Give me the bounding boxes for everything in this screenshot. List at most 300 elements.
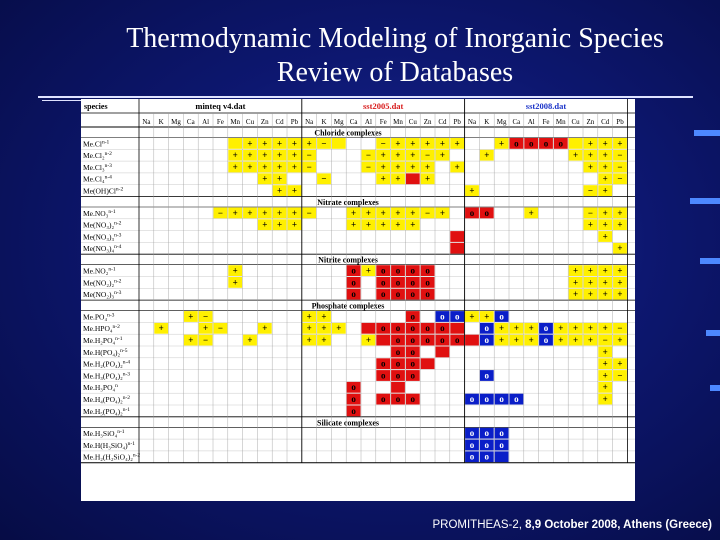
cell-mark: o [440, 323, 445, 334]
cell-mark: o [454, 335, 460, 345]
cell-mark: + [306, 311, 312, 322]
cell-mark: + [277, 173, 283, 184]
species-label: Me.H₂(PO₄)₂$^{n-4}$ [83, 359, 131, 369]
element-header: Al [527, 118, 535, 126]
cell-mark: + [277, 207, 283, 218]
cell-mark: o [440, 335, 445, 345]
cell-mark: + [454, 161, 460, 172]
cell-mark: − [306, 207, 312, 218]
cell-mark: + [365, 335, 371, 345]
cell-mark: + [602, 358, 608, 369]
cell-mark: + [617, 219, 623, 230]
title-underline [38, 96, 693, 98]
cell-mark: o [425, 323, 430, 334]
cell-mark: − [203, 335, 209, 345]
cell-mark: o [395, 394, 401, 404]
cell-mark: o [410, 394, 416, 404]
cell-mark: + [587, 138, 593, 149]
cell-mark: + [277, 219, 283, 230]
cell-mark: + [262, 219, 268, 230]
cell-mark: o [380, 394, 386, 404]
cell-mark: o [395, 289, 401, 300]
cell-mark: + [306, 323, 312, 334]
cell-mark: + [232, 161, 238, 172]
cell-mark: + [602, 207, 608, 218]
cell-mark: o [351, 265, 356, 276]
cell-mark: − [587, 185, 593, 196]
table-cell [376, 335, 390, 346]
cell-mark: o [469, 428, 475, 439]
cell-mark: + [262, 161, 268, 172]
cell-mark: + [291, 150, 297, 161]
cell-mark: + [499, 138, 505, 149]
cell-mark: + [158, 323, 164, 334]
cell-mark: + [602, 277, 608, 288]
cell-mark: o [410, 370, 416, 381]
cell-mark: + [617, 277, 623, 288]
cell-mark: o [469, 394, 475, 404]
cell-mark: + [262, 207, 268, 218]
cell-mark: + [602, 289, 608, 300]
cell-mark: o [351, 405, 356, 416]
cell-mark: + [410, 207, 416, 218]
element-header: Fe [542, 118, 550, 126]
table-cell [421, 358, 435, 369]
cell-mark: o [499, 428, 504, 439]
cell-mark: + [321, 323, 327, 334]
cell-mark: o [351, 277, 356, 288]
cell-mark: + [587, 277, 593, 288]
edge-decoration [700, 258, 720, 264]
element-header: Mn [230, 118, 241, 126]
cell-mark: + [439, 138, 445, 149]
element-header: K [321, 118, 327, 126]
species-label: Me.H₄(PO₄)₂$^{n-2}$ [83, 395, 131, 404]
species-label: Me.H₅(PO₄)₂$^{n-1}$ [83, 406, 131, 416]
element-header: K [158, 118, 164, 126]
element-header: Na [305, 118, 314, 126]
cell-mark: o [380, 289, 386, 300]
element-header: Cd [275, 118, 284, 126]
cell-mark: o [514, 394, 519, 404]
section-title: Nitrate complexes [317, 198, 379, 207]
cell-mark: + [602, 150, 608, 161]
species-label: Me.PO₄$^{n-3}$ [83, 312, 115, 322]
cell-mark: + [602, 185, 608, 196]
cell-mark: o [425, 265, 430, 276]
cell-mark: o [410, 323, 416, 334]
cell-mark: + [410, 219, 416, 230]
cell-mark: + [513, 335, 519, 345]
cell-mark: + [602, 346, 608, 357]
element-header: Cd [601, 118, 610, 126]
cell-mark: o [484, 370, 490, 381]
cell-mark: o [484, 439, 490, 450]
cell-mark: − [321, 138, 327, 149]
cell-mark: o [514, 138, 519, 149]
species-label: Me.Cl₂$^{n-2}$ [83, 151, 112, 161]
cell-mark: o [410, 277, 416, 288]
cell-mark: o [469, 207, 475, 218]
cell-mark: + [188, 335, 194, 345]
cell-mark: o [380, 277, 386, 288]
cell-mark: o [410, 265, 416, 276]
section-title: Silicate complexes [317, 418, 379, 428]
cell-mark: + [425, 173, 431, 184]
cell-mark: + [351, 219, 357, 230]
cell-mark: − [617, 161, 623, 172]
cell-mark: o [484, 394, 490, 404]
cell-mark: + [587, 161, 593, 172]
cell-mark: + [247, 150, 253, 161]
cell-mark: − [617, 323, 623, 334]
species-label: Me(NO₂)₂$^{n-2}$ [83, 278, 122, 288]
cell-mark: + [602, 394, 608, 404]
cell-mark: o [558, 138, 564, 149]
cell-mark: + [365, 265, 371, 276]
edge-decoration [694, 130, 720, 136]
cell-mark: − [425, 150, 431, 161]
cell-mark: + [395, 219, 401, 230]
cell-mark: o [351, 394, 356, 404]
species-label: Me(NO₃)₃$^{n-3}$ [83, 232, 122, 242]
cell-mark: o [425, 289, 430, 300]
cell-mark: o [395, 370, 401, 381]
element-header: Fe [216, 118, 224, 126]
cell-mark: o [528, 138, 534, 149]
element-header: Ca [512, 118, 521, 126]
slide-title [60, 22, 720, 90]
cell-mark: o [543, 138, 549, 149]
cell-mark: + [617, 335, 623, 345]
species-label: Me.Cl$^{n-1}$ [83, 139, 110, 149]
cell-mark: − [380, 138, 386, 149]
cell-mark: + [365, 207, 371, 218]
element-header: Mg [333, 118, 344, 126]
cell-mark: + [617, 243, 623, 254]
cell-mark: + [617, 358, 623, 369]
cell-mark: o [484, 323, 490, 334]
cell-mark: o [543, 335, 549, 345]
cell-mark: + [321, 335, 327, 345]
cell-mark: − [617, 173, 623, 184]
database-name: sst2008.dat [525, 101, 567, 111]
species-header: species [84, 102, 108, 111]
cell-mark: + [395, 173, 401, 184]
species-label: Me.H₃PO₄$^n$ [83, 383, 118, 393]
cell-mark: o [380, 370, 386, 381]
cell-mark: + [617, 207, 623, 218]
cell-mark: + [321, 311, 327, 322]
cell-mark: + [380, 207, 386, 218]
table-cell [450, 243, 464, 254]
cell-mark: + [277, 161, 283, 172]
cell-mark: + [232, 207, 238, 218]
cell-mark: + [277, 185, 283, 196]
table-cell [436, 347, 450, 358]
element-header: Zn [423, 118, 432, 126]
cell-mark: o [395, 265, 401, 276]
cell-mark: + [380, 161, 386, 172]
table-cell [362, 323, 376, 334]
cell-mark: + [499, 335, 505, 345]
cell-mark: o [410, 289, 416, 300]
footer-org: PROMITHEAS-2, [432, 519, 522, 531]
cell-mark: + [262, 138, 268, 149]
cell-mark: o [454, 311, 460, 322]
database-name: minteq v4.dat [195, 101, 246, 111]
cell-mark: + [587, 265, 593, 276]
cell-mark: + [602, 161, 608, 172]
cell-mark: + [306, 335, 312, 345]
table-cell [228, 138, 242, 149]
cell-mark: + [617, 265, 623, 276]
cell-mark: + [602, 382, 608, 393]
section-title: Nitrite complexes [318, 255, 378, 265]
cell-mark: o [543, 323, 549, 334]
cell-mark: + [573, 335, 579, 345]
species-label: Me(NO₂)₃$^{n-3}$ [83, 290, 122, 300]
cell-mark: + [188, 311, 194, 322]
database-comparison-table [81, 99, 635, 501]
element-header: Mn [555, 118, 566, 126]
element-header: K [484, 118, 490, 126]
species-label: Me.H₂(H₂SiO₄)₂$^{n-2}$ [83, 452, 141, 462]
cell-mark: o [395, 346, 401, 357]
footer-event: 8,9 October 2008, Athens (Greece) [521, 519, 712, 531]
cell-mark: + [291, 207, 297, 218]
cell-mark: − [321, 173, 327, 184]
cell-mark: + [336, 323, 342, 334]
cell-mark: + [602, 323, 608, 334]
edge-decoration [710, 385, 720, 391]
element-header: Cu [571, 118, 580, 126]
element-header: Mg [496, 118, 507, 126]
cell-mark: o [380, 358, 386, 369]
cell-mark: + [277, 138, 283, 149]
cell-mark: + [262, 323, 268, 334]
cell-mark: − [617, 150, 623, 161]
cell-mark: + [573, 289, 579, 300]
cell-mark: + [602, 265, 608, 276]
cell-mark: + [573, 265, 579, 276]
cell-mark: o [351, 289, 356, 300]
cell-mark: + [395, 138, 401, 149]
footer [432, 519, 712, 531]
cell-mark: + [587, 323, 593, 334]
species-label: Me.Cl₃$^{n-3}$ [83, 162, 112, 172]
species-label: Me(NO₃)₂$^{n-2}$ [83, 220, 122, 230]
cell-mark: + [262, 150, 268, 161]
cell-mark: + [410, 150, 416, 161]
cell-mark: + [232, 150, 238, 161]
cell-mark: + [247, 335, 253, 345]
cell-mark: + [602, 219, 608, 230]
cell-mark: − [217, 207, 223, 218]
cell-mark: + [513, 323, 519, 334]
section-title: Chloride complexes [314, 128, 382, 138]
species-label: Me.H₃(PO₄)₂$^{n-3}$ [83, 371, 131, 381]
edge-decoration [690, 198, 720, 204]
species-label: Me.H(PO₄)₂$^{n-5}$ [83, 347, 128, 357]
table-cell [332, 138, 346, 149]
cell-mark: + [617, 138, 623, 149]
cell-mark: + [617, 289, 623, 300]
cell-mark: o [410, 346, 416, 357]
cell-mark: + [469, 311, 475, 322]
cell-mark: o [410, 311, 416, 322]
cell-mark: + [528, 323, 534, 334]
cell-mark: o [380, 323, 386, 334]
cell-mark: + [602, 138, 608, 149]
cell-mark: + [380, 219, 386, 230]
cell-mark: + [602, 231, 608, 242]
cell-mark: − [203, 311, 209, 322]
cell-mark: o [499, 394, 504, 404]
species-label: Me.H₂PO₄$^{n-1}$ [83, 336, 123, 345]
table-graphic [81, 99, 635, 501]
cell-mark: + [410, 161, 416, 172]
species-label: Me(OH)Cl$^{n-2}$ [83, 186, 124, 196]
element-header: Ca [349, 118, 358, 126]
cell-mark: o [395, 277, 401, 288]
section-title: Phosphate complexes [311, 301, 385, 311]
cell-mark: + [291, 185, 297, 196]
cell-mark: o [395, 323, 401, 334]
element-header: Mg [171, 118, 181, 126]
cell-mark: o [351, 382, 356, 393]
cell-mark: + [439, 207, 445, 218]
element-header: Pb [290, 118, 299, 126]
cell-mark: − [365, 161, 371, 172]
cell-mark: + [528, 207, 534, 218]
species-label: Me.NO₃$^{n-1}$ [83, 208, 116, 218]
cell-mark: + [558, 323, 564, 334]
cell-mark: + [395, 161, 401, 172]
cell-mark: + [247, 161, 253, 172]
cell-mark: + [587, 219, 593, 230]
species-label: Me.H₃SiO₄$^{n-1}$ [83, 429, 125, 439]
cell-mark: − [587, 207, 593, 218]
species-label: $Me.H(H_3SiO_4)^{n-1}$ [83, 440, 135, 450]
species-label: Me(NO₃)₄$^{n-4}$ [83, 244, 122, 254]
cell-mark: + [365, 219, 371, 230]
cell-mark: + [380, 173, 386, 184]
cell-mark: + [410, 138, 416, 149]
cell-mark: − [306, 150, 312, 161]
cell-mark: o [499, 311, 504, 322]
cell-mark: o [395, 358, 401, 369]
table-cell [495, 451, 509, 462]
cell-mark: + [262, 173, 268, 184]
cell-mark: + [602, 370, 608, 381]
cell-mark: + [425, 161, 431, 172]
table-cell [450, 231, 464, 242]
cell-mark: + [232, 277, 238, 288]
cell-mark: + [291, 138, 297, 149]
cell-mark: − [602, 335, 608, 345]
table-cell [569, 138, 583, 149]
table-cell [465, 335, 479, 346]
cell-mark: + [484, 311, 490, 322]
cell-mark: + [573, 277, 579, 288]
cell-mark: − [217, 323, 223, 334]
species-label: Me.NO₂$^{n-1}$ [83, 266, 116, 276]
table-cell [406, 173, 420, 184]
cell-mark: o [425, 335, 430, 345]
title-line-1: Thermodynamic Modeling of Inorganic Species [126, 23, 664, 54]
cell-mark: + [573, 323, 579, 334]
cell-mark: + [380, 150, 386, 161]
species-label: Me.HPO₄$^{n-2}$ [83, 324, 120, 334]
cell-mark: o [484, 335, 490, 345]
element-header: Pb [616, 118, 624, 126]
element-header: Fe [379, 118, 387, 126]
cell-mark: + [351, 207, 357, 218]
element-header: Mn [393, 118, 403, 126]
cell-mark: + [395, 207, 401, 218]
element-header: Cu [245, 118, 255, 126]
cell-mark: o [425, 277, 430, 288]
cell-mark: o [484, 428, 490, 439]
cell-mark: o [469, 439, 475, 450]
cell-mark: + [439, 150, 445, 161]
cell-mark: o [395, 335, 401, 345]
cell-mark: + [247, 138, 253, 149]
element-header: Cu [408, 118, 417, 126]
cell-mark: + [425, 138, 431, 149]
cell-mark: + [232, 265, 238, 276]
cell-mark: + [528, 335, 534, 345]
cell-mark: + [469, 185, 475, 196]
cell-mark: + [587, 289, 593, 300]
cell-mark: − [425, 207, 431, 218]
database-name: sst2005.dat [363, 101, 404, 111]
cell-mark: + [395, 150, 401, 161]
element-header: Al [202, 118, 210, 126]
cell-mark: + [558, 335, 564, 345]
cell-mark: + [247, 207, 253, 218]
cell-mark: − [306, 161, 312, 172]
element-header: Pb [453, 118, 461, 126]
cell-mark: o [484, 207, 490, 218]
cell-mark: o [469, 451, 475, 462]
table-cell [391, 382, 405, 393]
cell-mark: o [440, 311, 445, 322]
species-label: Me.Cl₄$^{n-4}$ [83, 174, 112, 184]
cell-mark: o [484, 451, 490, 462]
cell-mark: + [454, 138, 460, 149]
cell-mark: + [499, 323, 505, 334]
cell-mark: o [380, 265, 386, 276]
edge-decoration [706, 330, 720, 336]
cell-mark: + [484, 150, 490, 161]
cell-mark: + [203, 323, 209, 334]
cell-mark: − [617, 370, 623, 381]
element-header: Na [142, 118, 151, 126]
cell-mark: + [587, 335, 593, 345]
table-cell [450, 323, 464, 334]
element-header: Zn [586, 118, 595, 126]
element-header: Zn [260, 118, 269, 126]
element-header: Al [364, 118, 372, 126]
cell-mark: + [306, 138, 312, 149]
element-header: Cd [438, 118, 447, 126]
element-header: Ca [186, 118, 195, 126]
cell-mark: + [291, 219, 297, 230]
cell-mark: + [602, 173, 608, 184]
title-line-2: Review of Databases [276, 57, 514, 88]
